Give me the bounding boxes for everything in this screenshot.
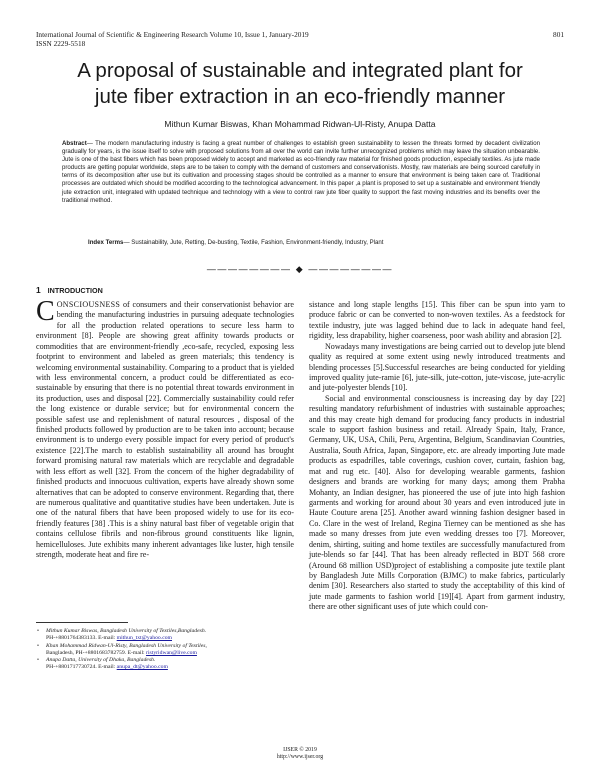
footnote-bullet: •: [37, 628, 39, 634]
right-paragraph-2: Nowadays many investigations are being carried out to develop jute blend quality as required at some extent using newly introduced treatments and blending processes [5].Successful researches are being conducted for yielding improved quality jute-ramie [6], jute-silk, jute-cotton, jute-viscose, jute-acrylic and jute-polyester blends [10].: [309, 341, 565, 393]
drop-cap: C: [36, 296, 55, 327]
abstract-dash: —: [86, 140, 96, 147]
running-header: [36, 30, 309, 48]
page-footer: [0, 747, 600, 761]
author-list: Mithun Kumar Biswas, Khan Mohammad Ridwan-Ul-Risty, Anupa Datta: [164, 119, 436, 129]
footnote-item: [36, 628, 294, 643]
issn: ISSN 2229-5518: [36, 39, 86, 48]
section-heading: [36, 285, 103, 295]
abstract-label: Abstract: [62, 140, 87, 147]
footnote-phone: PH-+8801717730724. E-mail:: [46, 664, 117, 671]
paper-title: [20, 58, 580, 109]
index-terms: [88, 239, 538, 247]
page-number: 801: [553, 30, 564, 39]
footnote-email-link[interactable]: anupa_dt@yahoo.com: [116, 664, 168, 671]
footnote-contact: [46, 635, 294, 642]
footnote-bullet: •: [37, 657, 39, 664]
section-title: INTRODUCTION: [47, 286, 103, 295]
index-terms-dash: —: [123, 239, 132, 246]
first-word: ONSCIOUSNESS: [56, 300, 121, 309]
section-separator: ———————— ◆ ————————: [206, 264, 394, 274]
journal-name: International Journal of Scientific & Engineering Research Volume 10, Issue 1, January-2019: [36, 30, 309, 39]
right-paragraph-1: sistance and long staple lengths [15]. This fiber can be spun into yarn to produce fabric or can be converted to non-woven textiles. As a feedstock for textile industry, jute was lagged behind due to lack in adequate hand feel, rigidity, less drapability, higher coarseness, poor wash ability and abrasion [2].: [309, 300, 565, 341]
footnote-phone: Bangladesh, PH-+8801683782759. E-mail:: [46, 649, 147, 656]
footnote-email-link[interactable]: ristyridwan@live.com: [146, 649, 197, 656]
footnote-affiliation: Mithun Kumar Biswas, Bangladesh University of Textiles,Bangladesh.: [46, 628, 207, 634]
right-column: [309, 300, 565, 613]
title-line-1: A proposal of sustainable and integrated plant for: [77, 59, 523, 82]
footnote-item: [36, 657, 294, 672]
title-line-2: jute fiber extraction in an eco-friendly manner: [94, 84, 506, 108]
footnote-phone: PH-+8801764383133. E-mail:: [46, 635, 117, 642]
right-paragraph-3: Social and environmental consciousness is increasing day by day [22] resulting mandatory refurbishment of industries with sustainable approaches; and this may create high demand for producing fancy products in industrial scale to support fashion business and retail. Already Spain, Italy, France, Germany, UK, USA, Chili, Peru, Argentina, Belgium, Scandinavian Countries, Australia, South Africa, Japan, Singapore, etc. are already importing Jute made products as espadrilles, table coverings, cushion cover, curtain, fashion bag, mat and rug etc. [40]. Also for developing wearable garments, fashion designers and brands are working for many days; among them Prabha Mohanty, an Indian designer, has pioneered the use of jute into high fashion garments and working for around about 30 years and even introduced jute in Haute Couture arena [25]. Another award winning fashion designer based in Co. Clare in the west of Ireland, Regina Tierney can be mentioned as she has made so many dresses from jute even wedding dresses too [7]. Moreover, denim, shirting, suiting and home textiles are successfully manufactured from jute-blends so far [44]. That has been already reflected in BDT 568 crore (Around 68 million USD)project of establishing a composite jute textile plant by Bangladesh Jute Mills Corporation (BJMC) to make fabrics, particularly denim [30]. Researchers also started to study the acceptability of this kind of jute made garments to fashion world [19][4]. Apart from garment industry, there are other significant uses of jute which could con-: [309, 393, 565, 612]
section-number: 1: [36, 285, 41, 295]
footnote-affiliation: Anupa Datta, University of Dhaka, Bangladesh.: [46, 657, 156, 664]
journal-url[interactable]: http://www.ijser.org: [276, 754, 324, 760]
footnote-contact: [46, 664, 294, 671]
left-column: [36, 296, 294, 561]
index-terms-label: Index Terms: [88, 239, 124, 246]
footnote-email-link[interactable]: mithun_txt@yahoo.com: [116, 635, 172, 642]
copyright: IJSER © 2019: [283, 747, 317, 753]
footnote-affiliation: Khan Mohammad Ridwan-Ul-Risty, Bangladesh University of Textiles,: [46, 642, 207, 649]
abstract: [62, 140, 540, 205]
intro-paragraph-1-text: of consumers and their conservationist behavior are bending the manufacturing industries in pursuing adequate technologies for all the production related operations to secure less harm to environment [8]. People are showing great affinity towards products or commodities that are environment-friendly ,eco-safe, recycled, exposing less footprint to environment and labeled as green materials; this tendency is welcoming environmental sustainability. Comparing to a product that is yielded with less environmental concern, a product could be differentiated as eco-sustainable by ensuring that there is no potential threat towards environment in its production, uses and disposal [22]. Commercially sustainability could refer the long existence or durable service; but for environmental concern the possible safest use and replenishment of natural resources , disposal of the finished products followed by production are to be taken into account; because environment is to undergo every possible impact for every period of product's existence [22].The march to establish sustainability all around has brought forward promising natural raw materials which are recyclable and degradable with less effort as well [32]. From the concern of the higher degradability of finished products and innocuous cultivation, experts have already shown some alternatives that can be adopted to conserve environment. Regarding that, there are numerous qualitative and quantitative studies have been undertaken. Jute is one of the natural fibers that have been proposed widely to use for its eco-friendly features [38] .This is a shiny natural bast fiber of vegetable origin that contains cellulose fibrils and non-fibrous ground constituents like lignin, hemicelluloses. Jute exhibits many inherent advantages like luster, high tensile strength, moderate heat and fire re-: [36, 300, 294, 560]
footnote-item: [36, 643, 294, 658]
intro-paragraph-1: [36, 296, 294, 561]
abstract-text: The modern manufacturing industry is facing a great number of challenges to establish green sustainability to lessen the threats formed by decadent civilization gradually for years, is the issue itself to solve with proposed solutions from all over the world can invite further unrecognized problems which may leave the situation unbearable. Jute is one of the bast fibers which has been proposed widely to accept and marketed as eco-friendly raw material for finished goods production, especially textiles. As jute made products are getting popular worldwide, steps are to be taken to comply with the demand of customers and conservationists. Mostly, raw materials are being sourced carefully in terms of its decomposition after use but its cultivation and processing stages should be controlled as a manner to ensure that environment is being taken care of. Traditional processes are outdated which should be modified according to the technological advancement. In this paper ,a plant is proposed to set up a sustainable and environment friendly jute extraction unit, integrated with updated technique and technology with a view to control raw jute fiber quality to support the fast moving industries and its benefits over the traditional method.: [62, 140, 540, 204]
index-terms-text: Sustainability, Jute, Retting, De-busting, Textile, Fashion, Environment-friendly, Industry, Plant: [131, 239, 384, 246]
author-footnotes: [36, 628, 294, 672]
footnote-rule: [36, 622, 128, 623]
footnote-bullet: •: [37, 642, 39, 649]
